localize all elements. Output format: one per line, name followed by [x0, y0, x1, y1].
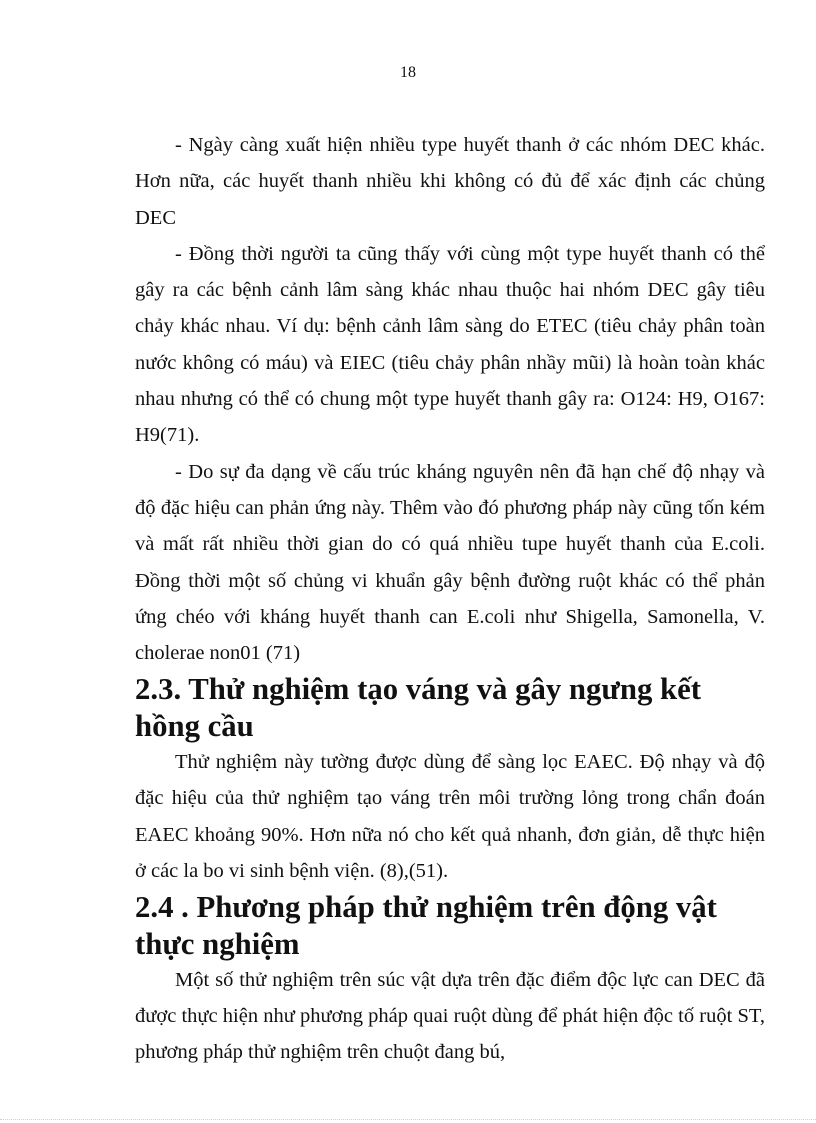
body-text — [135, 127, 765, 1071]
paragraph-serotype-emergence: - Ngày càng xuất hiện nhiều type huyết thanh ở các nhóm DEC khác. Hơn nữa, các huyết thanh nhiều khi không có đủ để xác định các chủng DEC — [135, 134, 765, 229]
paragraph-antigen-diversity: - Do sự đa dạng về cấu trúc kháng nguyên nên đã hạn chế độ nhạy và độ đặc hiệu can phản ứng này. Thêm vào đó phương pháp này cũng tốn kém và mất rất nhiều thời gian do có quá nhiều tupe huyết thanh của E.coli. Đồng thời một số chủng vi khuẩn gây bệnh đường ruột khác có thể phản ứng chéo với kháng huyết thanh can E.coli như Shigella, Samonella, V. cholerae non01 (71) — [135, 460, 765, 665]
paragraph-section-2-3: Thử nghiệm này tường được dùng để sàng lọc EAEC. Độ nhạy và độ đặc hiệu của thử nghiệm tạo váng trên môi trường lỏng trong chẩn đoán EAEC khoảng 90%. Hơn nữa nó cho kết quả nhanh, đơn giản, dễ thực hiện ở các la bo vi sinh bệnh viện. (8),(51). — [135, 751, 765, 882]
page-number: 18 — [400, 64, 416, 81]
section-heading-2-3: 2.3. Thử nghiệm tạo váng và gây ngưng kết hồng cầu — [135, 672, 702, 743]
section-heading-2-4: 2.4 . Phương pháp thử nghiệm trên động vật thực nghiệm — [135, 890, 717, 961]
page-bottom-divider — [0, 1119, 816, 1120]
paragraph-section-2-4: Một số thử nghiệm trên súc vật dựa trên đặc điểm độc lực can DEC đã được thực hiện như phương pháp quai ruột dùng để phát hiện độc tố ruột ST, phương pháp thử nghiệm trên chuột đang bú, — [135, 968, 765, 1064]
paragraph-same-serotype: - Đồng thời người ta cũng thấy với cùng một type huyết thanh có thể gây ra các bệnh cảnh lâm sàng khác nhau thuộc hai nhóm DEC gây tiêu chảy khác nhau. Ví dụ: bệnh cảnh lâm sàng do ETEC (tiêu chảy phân toàn nước không có máu) và EIEC (tiêu chảy phân nhầy mũi) là hoàn toàn khác nhau nhưng có thể có chung một type huyết thanh gây ra: O124: H9, O167: H9(71). — [135, 242, 765, 447]
